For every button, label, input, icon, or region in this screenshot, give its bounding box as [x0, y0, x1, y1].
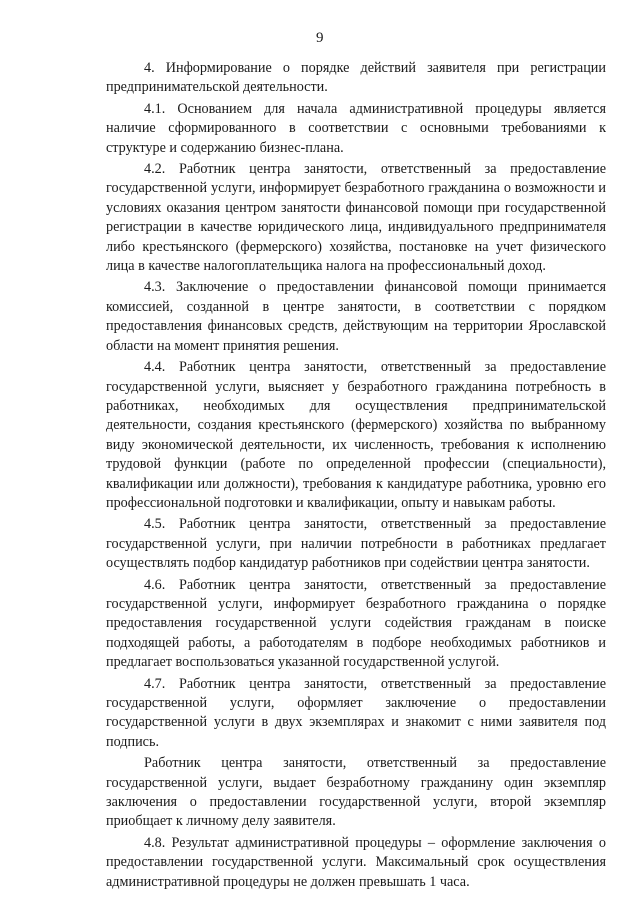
paragraph-4-7: 4.7. Работник центра занятости, ответственный за предоставление государственной услуги, оформляет заключение о предоставлении государственной услуги в двух экземплярах и знакомит с ними заявителя под подпись. — [106, 675, 606, 750]
paragraph-4-7-continued: Работник центра занятости, ответственный за предоставление государственной услуги, выдает безработному гражданину один экземпляр заключения о предоставлении государственной услуги, второй экземпляр приобщает к личному делу заявителя. — [106, 755, 606, 830]
paragraph-4: 4. Информирование о порядке действий заявителя при регистрации предпринимательской деятельности. — [106, 60, 606, 96]
paragraph-4-1: 4.1. Основанием для начала административной процедуры является наличие сформированного в соответствии с основными требованиями к структуре и содержанию бизнес-плана. — [106, 100, 606, 156]
document-body — [106, 59, 606, 894]
paragraph-4-8: 4.8. Результат административной процедуры – оформление заключения о предоставлении государственной услуги. Максимальный срок осуществления административной процедуры не должен превышать 1 часа. — [106, 834, 606, 890]
paragraph-4-3: 4.3. Заключение о предоставлении финансовой помощи принимается комиссией, созданной в центре занятости, в соответствии с порядком предоставления финансовых средств, действующим на территории Ярославской области на момент принятия решения. — [106, 279, 606, 354]
page-number: 9 — [316, 30, 324, 46]
paragraph-4-2: 4.2. Работник центра занятости, ответственный за предоставление государственной услуги, информирует безработного гражданина о возможности и условиях оказания центром занятости финансовой помощи при государственной регистрации в качестве юридического лица, индивидуального предпринимателя либо крестьянского (фермерского) хозяйства, постановке на учет физического лица в качестве налогоплательщика налога на профессиональный доход. — [106, 161, 606, 275]
paragraph-4-4: 4.4. Работник центра занятости, ответственный за предоставление государственной услуги, выясняет у безработного гражданина потребность в работниках, необходимых для осуществления предпринимательской деятельности, создания крестьянского (фермерского) хозяйства по выбранному виду экономической деятельности, их численность, требования к исполнению трудовой функции (работе по определенной профессии (специальности), квалификации или должности), требования к кандидатуре работника, уровню его профессиональной подготовки и квалификации, опыту и навыкам работы. — [106, 359, 606, 511]
paragraph-4-5: 4.5. Работник центра занятости, ответственный за предоставление государственной услуги, при наличии потребности в работниках предлагает осуществлять подбор кандидатур работников при содействии центра занятости. — [106, 516, 606, 572]
paragraph-4-6: 4.6. Работник центра занятости, ответственный за предоставление государственной услуги, информирует безработного гражданина о порядке предоставления государственной услуги содействия гражданам в поиске подходящей работы, а работодателям в подборе необходимых работников и предлагает воспользоваться указанной государственной услугой. — [106, 576, 606, 671]
